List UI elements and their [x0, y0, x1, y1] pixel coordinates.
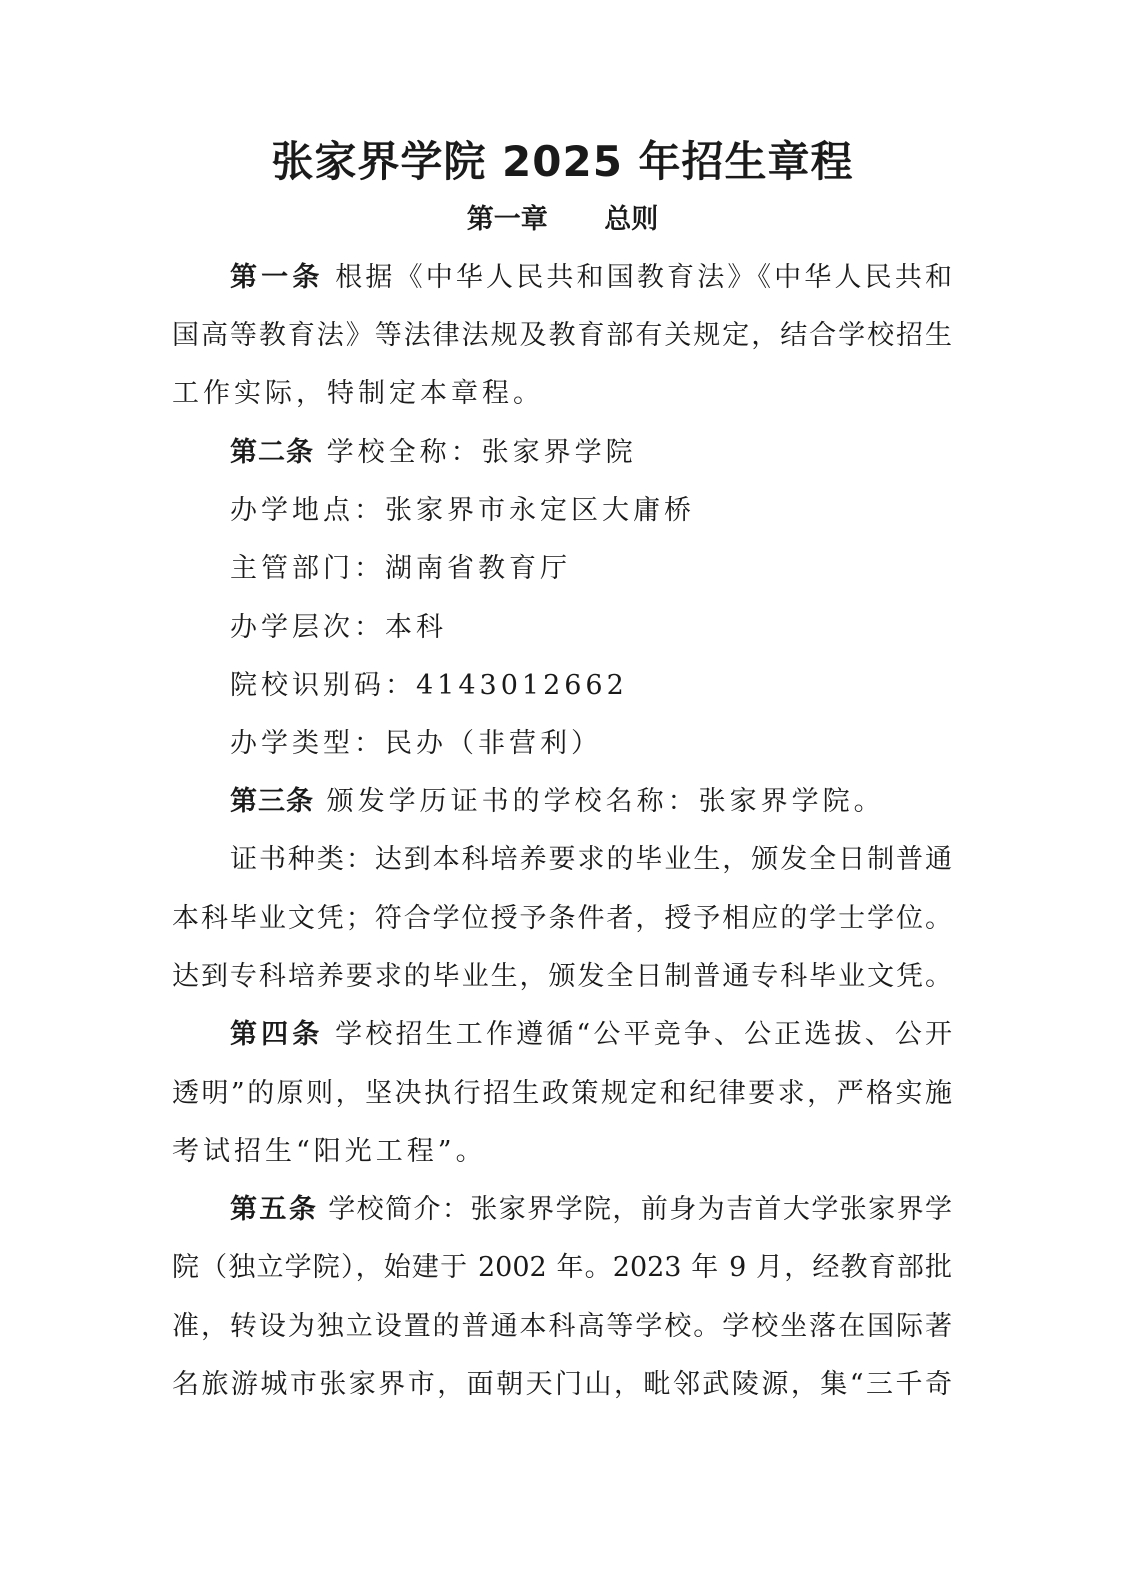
- line-text: 学校简介：张家界学院，前身为吉首大学张家界学: [318, 1194, 952, 1225]
- paragraph-line: [230, 608, 952, 648]
- line-text: 工作实际，特制定本章程。: [172, 378, 544, 409]
- line-text: 准，转设为独立设置的普通本科高等学校。学校坐落在国际著: [172, 1311, 952, 1342]
- paragraph-line: [172, 899, 952, 939]
- document-title: 张家界学院 2025 年招生章程: [271, 137, 854, 186]
- paragraph-line: [230, 840, 952, 880]
- line-text: 学校招生工作遵循“公平竞争、公正选拔、公开: [323, 1019, 952, 1050]
- paragraph-line: [230, 1015, 952, 1055]
- article-label: 第三条: [230, 786, 314, 817]
- paragraph-line: [230, 724, 952, 764]
- line-text: 证书种类：达到本科培养要求的毕业生，颁发全日制普通: [230, 844, 952, 875]
- paragraph-line: [172, 1248, 952, 1288]
- paragraph-line: [230, 491, 952, 531]
- line-text: 办学地点：张家界市永定区大庸桥: [230, 495, 695, 526]
- article-label: 第二条: [230, 437, 314, 468]
- paragraph-line: [172, 1307, 952, 1347]
- paragraph-line: [172, 1074, 952, 1114]
- line-text: 透明”的原则，坚决执行招生政策规定和纪律要求，严格实施: [172, 1078, 952, 1109]
- line-text: 根据《中华人民共和国教育法》《中华人民共和: [323, 262, 952, 293]
- paragraph-line: [230, 666, 952, 706]
- paragraph-line: [230, 549, 952, 589]
- paragraph-line: [230, 433, 952, 473]
- paragraph-line: [230, 782, 952, 822]
- line-text: 学校全称：张家界学院: [314, 437, 637, 468]
- paragraph-line: [172, 1365, 952, 1405]
- article-label: 第一条: [230, 262, 324, 293]
- paragraph-line: [230, 1190, 952, 1230]
- line-text: 国高等教育法》等法律法规及教育部有关规定，结合学校招生: [172, 320, 952, 351]
- paragraph-line: [230, 258, 952, 298]
- paragraph-line: [172, 374, 952, 414]
- line-text: 办学类型：民办（非营利）: [230, 728, 602, 759]
- article-label: 第五条: [230, 1194, 319, 1225]
- article-label: 第四条: [230, 1019, 324, 1050]
- paragraph-line: [172, 957, 952, 997]
- line-text: 达到专科培养要求的毕业生，颁发全日制普通专科毕业文凭。: [172, 961, 952, 992]
- paragraph-line: [172, 316, 952, 356]
- line-text: 办学层次：本科: [230, 612, 447, 643]
- line-text: 考试招生“阳光工程”。: [172, 1136, 487, 1167]
- line-text: 院（独立学院），始建于 2002 年。2023 年 9 月，经教育部批: [172, 1252, 952, 1283]
- line-text: 主管部门：湖南省教育厅: [230, 553, 571, 584]
- paragraph-line: [172, 1132, 952, 1172]
- chapter-heading: 第一章 总则: [466, 204, 659, 235]
- line-text: 院校识别码：4143012662: [230, 670, 628, 701]
- line-text: 颁发学历证书的学校名称：张家界学院。: [314, 786, 885, 817]
- line-text: 本科毕业文凭；符合学位授予条件者，授予相应的学士学位。: [172, 903, 952, 934]
- line-text: 名旅游城市张家界市，面朝天门山，毗邻武陵源，集“三千奇: [172, 1369, 952, 1400]
